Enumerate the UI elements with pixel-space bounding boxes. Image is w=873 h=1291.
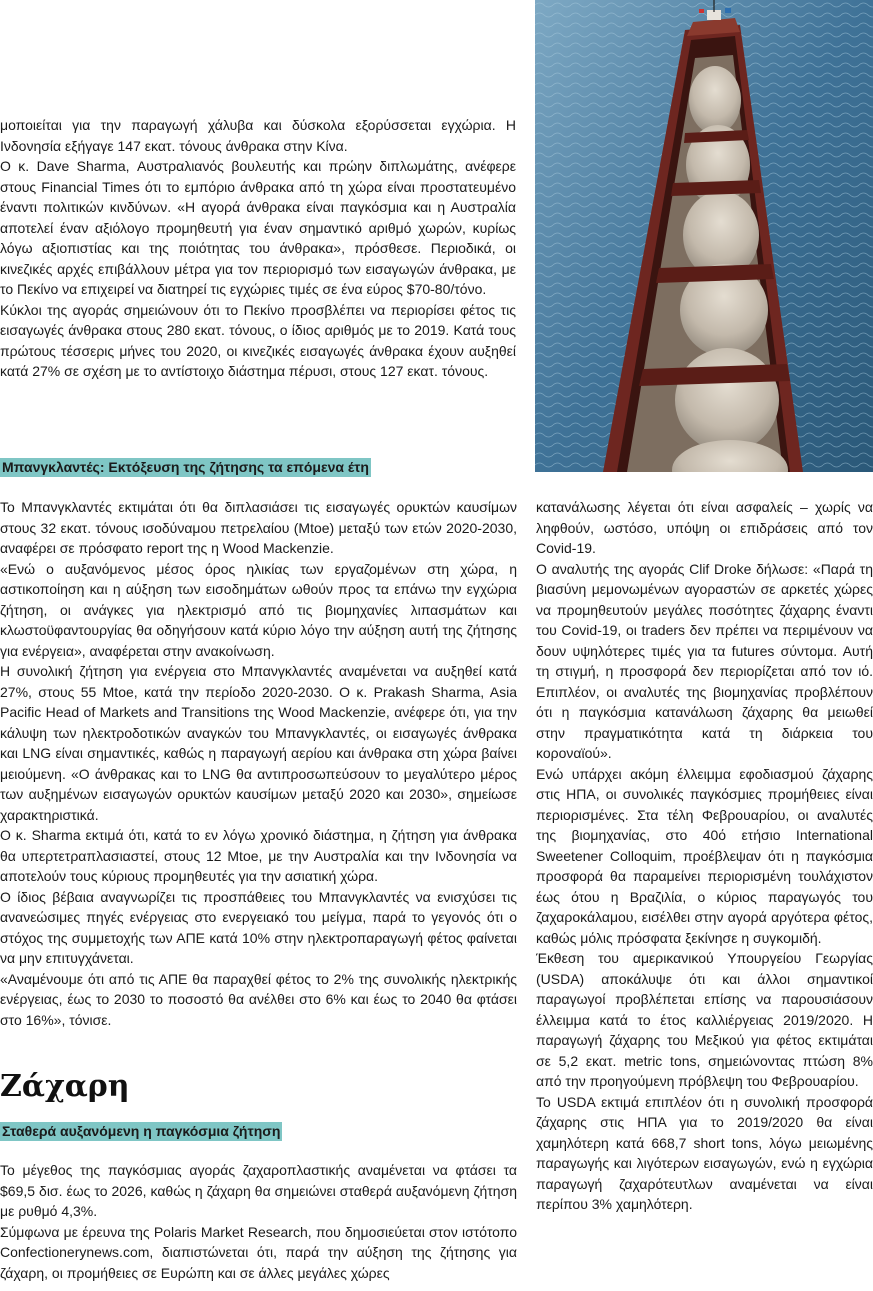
subheading-sugar: Σταθερά αυξανόμενη η παγκόσμια ζήτηση — [2, 1123, 281, 1139]
paragraph: Η συνολική ζήτηση για ενέργεια στο Μπανγκλαντές αναμένεται να αυξηθεί κατά 27%, στους 55 Mtoe, κατά την περίοδο 2020-2030. Ο κ. Prakash Sharma, Asia Pacific Head of Markets and Transitions της Wood Mackenzie, ανέφερε ότι, για την κάλυψη των ηλεκτροδοτικών αναγκών του Μπανγκλαντές, οι εισαγωγές άνθρακα και LNG είναι σημαντικές, καθώς η παραγωγή αερίου και άνθρακα στη χώρα βαίνει μειούμενη. «Ο άνθρακας και το LNG θα αντιπροσωπεύσουν το μεγαλύτερο μέρος των αυξημένων εισαγωγών ορυκτών καυσίμων μεταξύ 2020 και 2030», σημείωσε χαρακτηριστικά. — [0, 663, 517, 823]
article-column-right — [536, 497, 873, 1215]
paragraph: Ο ίδιος βέβαια αναγνωρίζει τις προσπάθειες του Μπανγκλαντές να ενισχύσει τις ανανεώσιμες πηγές ενέργειας στο ενεργειακό του μείγμα, παρά το γεγονός ότι ο στόχος της συμμετοχής των ΑΠΕ κατά 10% στην ηλεκτροπαραγωγή φέτος φαίνεται να μην επιτυγχάνεται. — [0, 888, 517, 966]
paragraph: Ο κ. Sharma εκτιμά ότι, κατά το εν λόγω χρονικό διάστημα, η ζήτηση για άνθρακα θα υπερτετραπλασιαστεί, στους 12 Mtoe, με την Αυστραλία και την Ινδονησία να αποτελούν τους κύριους προμηθευτές για την ασιατική χώρα. — [0, 827, 517, 884]
paragraph: Ο κ. Dave Sharma, Αυστραλιανός βουλευτής και πρώην διπλωμάτης, ανέφερε στους Financial Times ότι το εμπόριο άνθρακα από τη χώρα είναι προστατευμένο έναντι πολιτικών κινδύνων. «Η αγορά άνθρακα είναι παγκόσμια και η Αυστραλία αποτελεί έναν αξιόλογο προμηθευτή για έναν σημαντικό αριθμό χωρών, κυρίως λόγω αξιοπιστίας και της ποιότητας του άνθρακα», πρόσθεσε. Περιοδικά, οι κινεζικές αρχές επιβάλλουν μέτρα για τον περιορισμό των εισαγωγών άνθρακα, με το Πεκίνο να επιχειρεί να διατηρεί τις εγχώριες τιμές σε ένα εύρος $70-80/τόνο. — [0, 158, 516, 297]
paragraph: Το Μπανγκλαντές εκτιμάται ότι θα διπλασιάσει τις εισαγωγές ορυκτών καυσίμων στους 32 εκατ. τόνους ισοδύναμου πετρελαίου (Mtoe) μεταξύ των ετών 2020-2030, αναφέρει σε πρόσφατο report της η Wood Mackenzie. — [0, 499, 517, 556]
paragraph: Το USDA εκτιμά επιπλέον ότι η συνολική προσφορά ζάχαρης στις ΗΠΑ για το 2019/2020 θα είναι χαμηλότερη κατά 668,7 short tons, λόγω μειωμένης παραγωγής και λιγότερων εισαγωγών, ενώ η εγχώρια παραγωγή ζαχαρότευτλων αναμένεται να είναι περίπου 3% χαμηλότερη. — [536, 1093, 873, 1212]
barge-photo — [535, 0, 873, 472]
section-title: Ζάχαρη — [0, 1069, 130, 1104]
paragraph: «Ενώ ο αυξανόμενος μέσος όρος ηλικίας των εργαζομένων στη χώρα, η αστικοποίηση και η αύξηση των εισοδημάτων ωθούν προς τα επάνω την εγχώρια ζήτηση, οι ανάγκες για ηλεκτρισμό από τις βιομηχανίες λιπασμάτων και κλωστοϋφαντουργίας θα οδηγήσουν κατά κύριο λόγο την αύξηση αυτή της ζήτησης για ενέργεια», αναφέρεται στην ανακοίνωση. — [0, 560, 517, 659]
article-column-left-sugar — [0, 1160, 517, 1283]
barge-illustration — [535, 0, 873, 472]
article-column-top — [0, 115, 516, 382]
paragraph: μοποιείται για την παραγωγή χάλυβα και δύσκολα εξορύσσεται εγχώρια. Η Ινδονησία εξήγαγε 147 εκατ. τόνους άνθρακα στην Κίνα. — [0, 117, 516, 154]
article-column-left — [0, 497, 517, 1030]
paragraph: κατανάλωσης λέγεται ότι είναι ασφαλείς – χωρίς να ληφθούν, ωστόσο, υπόψη οι επιδράσεις από τον Covid-19. — [536, 499, 873, 556]
paragraph: «Αναμένουμε ότι από τις ΑΠΕ θα παραχθεί φέτος το 2% της συνολικής ηλεκτρικής ενέργειας, έως το 2030 το ποσοστό θα ανέλθει στο 6% και έως το 2040 θα φτάσει στο 16%», τόνισε. — [0, 970, 517, 1028]
paragraph: Έκθεση του αμερικανικού Υπουργείου Γεωργίας (USDA) αποκάλυψε ότι και άλλοι σημαντικοί παραγωγοί προβλέπεται επίσης να παρουσιάσουν έλλειμμα κατά το έτος καλλιέργειας 2019/2020. Η παραγωγή ζάχαρης του Μεξικού για φέτος εκτιμάται σε 5,2 εκατ. metric tons, σημειώνοντας πτώση 8% από την προηγούμενη πρόβλεψη του Φεβρουαρίου. — [536, 950, 873, 1089]
paragraph: Ο αναλυτής της αγοράς Clif Droke δήλωσε: «Παρά τη βιασύνη μεμονωμένων αγοραστών σε αρκετές χώρες να προμηθευτούν μεγάλες ποσότητες ζάχαρης έναντι του Covid-19, οι traders δεν πρέπει να περιμένουν να δουν υψηλότερες τιμές για τα futures σύντομα. Αυτή τη στιγμή, η προσφορά δεν περιορίζεται από τον ιό. Επιπλέον, οι αναλυτές της βιομηχανίας προβλέπουν ότι η παγκόσμια κατανάλωση ζάχαρης θα μειωθεί στην πραγματικότητα κατά τη διάρκεια του κοροναϊού». — [536, 560, 873, 761]
subheading-bangladesh: Μπανγκλαντές: Εκτόξευση της ζήτησης τα επόμενα έτη — [2, 459, 369, 475]
paragraph: Ενώ υπάρχει ακόμη έλλειμμα εφοδιασμού ζάχαρης στις ΗΠΑ, οι συνολικές παγκόσμιες προμήθειες είναι περιορισμένες. Στα τέλη Φεβρουαρίου, οι αναλυτές της βιομηχανίας, στο 40ό ετήσιο International Sweetener Colloquim, προέβλεψαν ότι η παγκόσμια προσφορά θα παραμείνει περιορισμένη τουλάχιστον έως ότου η Βραζιλία, ο κύριος παραγωγός του ζαχαροκάλαμου, εισέλθει στην αγορά αργότερα φέτος, καθώς μόλις πρόσφατα ξεκίνησε η συγκομιδή. — [536, 765, 873, 946]
paragraph: Κύκλοι της αγοράς σημειώνουν ότι το Πεκίνο προσβλέπει να περιορίσει φέτος τις εισαγωγές άνθρακα στους 280 εκατ. τόνους, ο ίδιος αριθμός με το 2019. Κατά τους πρώτους τέσσερις μήνες του 2020, οι κινεζικές εισαγωγές άνθρακα έχουν αυξηθεί κατά 27% σε σχέση με το αντίστοιχο διάστημα πέρυσι, στους 127 εκατ. τόνους. — [0, 301, 516, 379]
paragraph: Το μέγεθος της παγκόσμιας αγοράς ζαχαροπλαστικής αναμένεται να φτάσει τα $69,5 δισ. έως το 2026, καθώς η ζάχαρη θα σημειώνει σταθερά αυξανόμενη ζήτηση με ρυθμό 4,3%. — [0, 1162, 517, 1219]
paragraph: Σύμφωνα με έρευνα της Polaris Market Research, που δημοσιεύεται στον ιστότοπο Confectionerynews.com, διαπιστώνεται ότι, παρά την αύξηση της ζήτησης για ζάχαρη, οι προμήθειες σε Ευρώπη και σε άλλες μεγάλες χώρες — [0, 1223, 517, 1281]
